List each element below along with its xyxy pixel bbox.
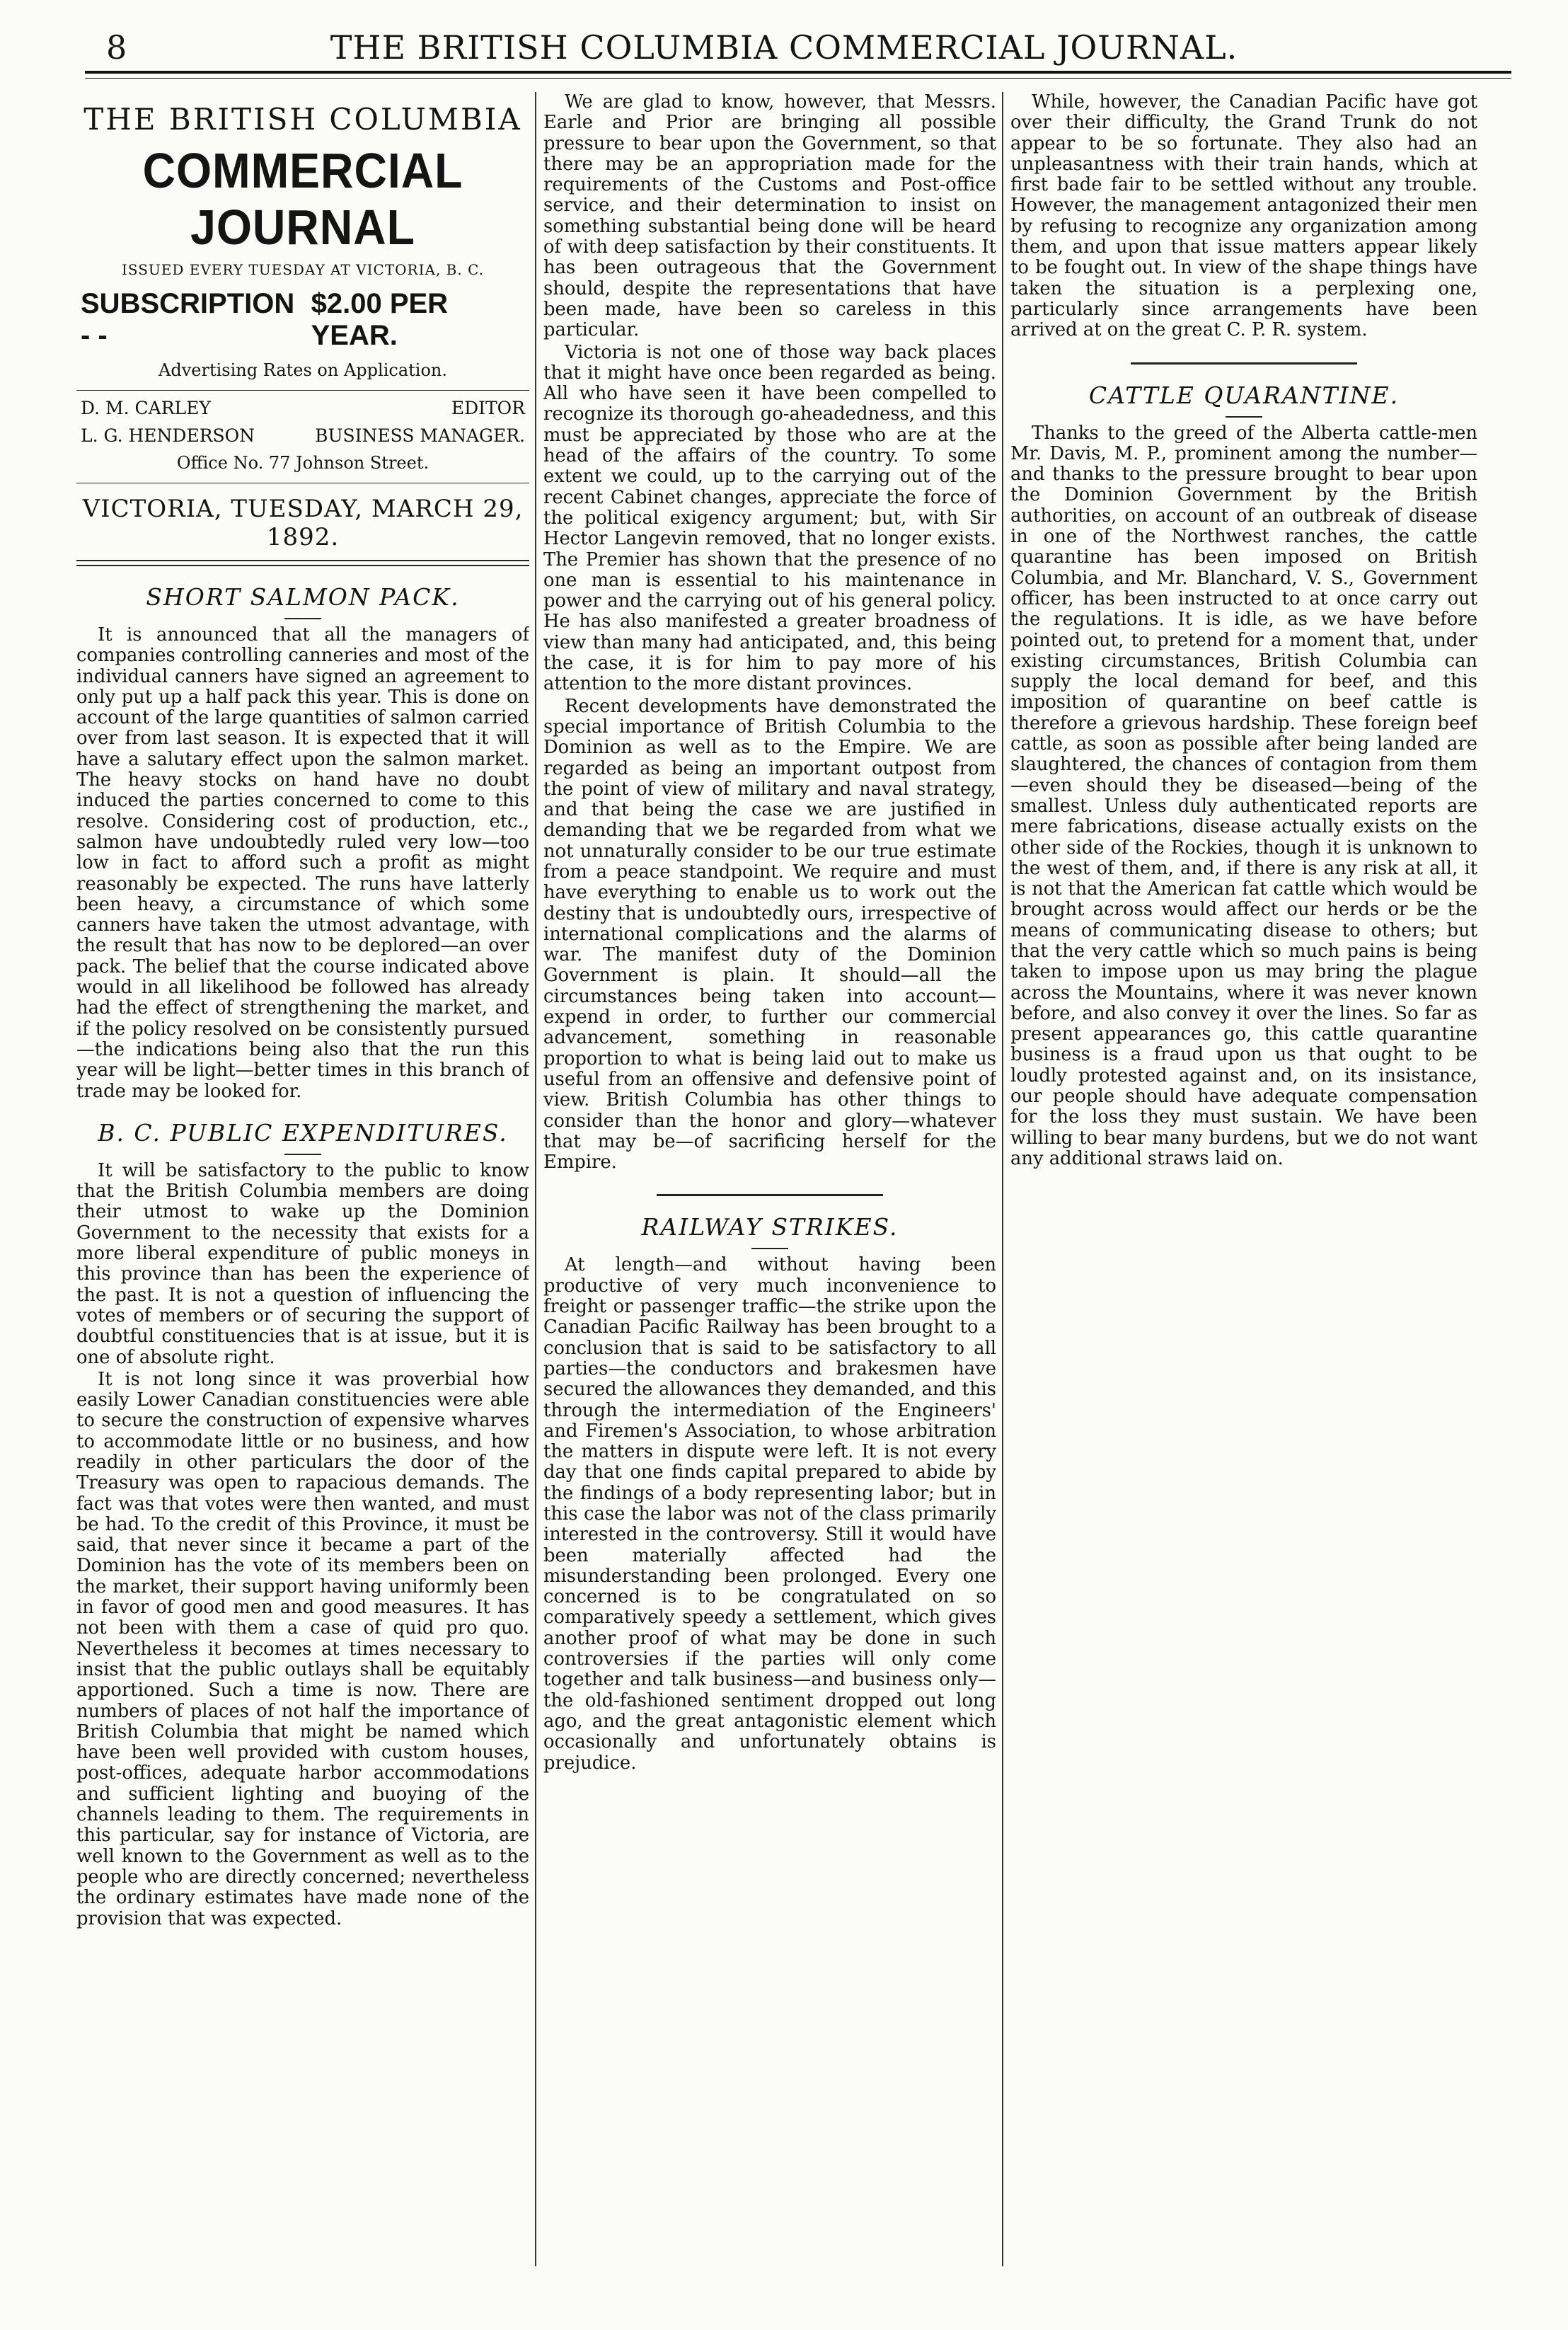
article-paragraph: We are glad to know, however, that Messrs. Earle and Prior are bringing all possible pressure to bear upon the Government, so that there may be an appropriation made for the requirements of the Customs and Post-office service, and their determination to insist on something substantial being done will be heard of with deep satisfaction by their constituents. It has been outrageous that the Government should, despite the representations that have been made, have been so careless in this particular. [543,92,996,341]
masthead [76,102,529,566]
article-title-salmon: SHORT SALMON PACK. [146,583,460,611]
masthead-rule [76,390,529,391]
header-rule [85,71,1511,74]
title-dash [751,1248,788,1249]
running-title: THE BRITISH COLUMBIA COMMERCIAL JOURNAL. [330,28,1238,67]
masthead-journal-name: COMMERCIAL JOURNAL [142,143,463,255]
article-paragraph: At length—and without having been productive of very much inconvenience to freight or passenger traffic—the strike upon the Canadian Pacific Railway has been brought to a conclusion that is said to be satisfactory to all parties—the conductors and brakesmen have secured the allowances they demanded, and this through the intermediation of the Engineers' and Firemen's Association, to whose arbitration the matters in dispute were left. It is not every day that one finds capital prepared to abide by the findings of a body representing labor; but in this case the labor was not of the class primarily interested in the controversy. Still it would have been materially affected had the misunderstanding been prolonged. Every one concerned is to be congratulated on so comparatively speedy a settlement, which gives another proof of what may be done in such controversies if the parties will only come together and talk business—and business only—the old-fashioned sentiment dropped out long ago, and the great antagonistic element which occasionally and unfortunately obtains is prejudice. [543,1254,996,1774]
title-dash [284,1154,321,1155]
column-divider [1002,92,1003,2266]
article-title-cattle: CATTLE QUARANTINE. [1088,381,1400,409]
masthead-paper-name: THE BRITISH COLUMBIA [83,102,522,137]
title-dash [1226,416,1262,418]
editor-role: EDITOR [451,398,525,418]
office-address: Office No. 77 Johnson Street. [176,453,430,473]
column-2 [543,92,996,2288]
manager-name: L. G. HENDERSON [81,425,255,446]
editor-name: D. M. CARLEY [81,398,211,418]
subscription-line [81,288,525,352]
header-rule-thin [85,78,1511,79]
subscription-label: SUBSCRIPTION - - [81,288,295,351]
manager-line [81,425,525,446]
article-paragraph: Thanks to the greed of the Alberta cattle-men Mr. Davis, M. P., prominent among the number—and thanks to the pressure brought to bear upon the Dominion Government by the British authorities, on account of an outbreak of disease in one of the Northwest ranches, the cattle quarantine has been imposed on British Columbia, and Mr. Blanchard, V. S., Government officer, has been instructed to at once carry out the regulations. It is idle, as we have before pointed out, to pretend for a moment that, under existing circumstances, British Columbia can supply the local demand for beef, and this imposition of quarantine on beef cattle is therefore a grievous hardship. These foreign beef cattle, as soon as possible after being landed are slaughtered, the chances of contagion from them—even should they be diseased—being of the smallest. Unless duly authenticated reports are mere fabrications, disease actually exists on the other side of the Rockies, though it is unknown to the west of them, and, if there is any risk at all, it is not that the American fat cattle which would be brought across would affect our herds or be the means of communicating disease to others; but that the very cattle which so much pains is being taken to impose upon us may bring the plague across the Mountains, where it was never known before, and also convey it over the lines. So far as present appearances go, this cattle quarantine business is a fraud upon us that ought to be loudly protested against and, on its insistance, our people should have adequate compensation for the loss they must sustain. We have been willing to bear many burdens, but we do not want any additional straws laid on. [1010,422,1477,1169]
column-3 [1010,92,1477,2288]
manager-role: BUSINESS MANAGER. [315,425,525,446]
section-rule [657,1194,883,1196]
column-1 [76,92,529,2288]
column-divider [535,92,536,2266]
masthead-issued: ISSUED EVERY TUESDAY AT VICTORIA, B. C. [121,261,485,278]
article-paragraph: While, however, the Canadian Pacific have got over their difficulty, the Grand Trunk do not appear to be so fortunate. They also had an unpleasantness with their train hands, which at first bade fair to be settled without any trouble. However, the management antagonized their men by refusing to recognize any organization among them, and upon that issue matters appear likely to be fought out. In view of the shape things have taken the situation is a perplexing one, particularly since arrangements have been arrived at on the great C. P. R. system. [1010,92,1477,341]
article-title-railway: RAILWAY STRIKES. [641,1213,899,1241]
article-paragraph: Victoria is not one of those way back places that it might have once been regarded as being. All who have seen it have been compelled to recognize its thorough go-aheadedness, and this must be appreciated by those who are at the head of the affairs of the country. To some extent we could, up to the carrying out of the recent Cabinet changes, appreciate the force of the political exigency argument; but, with Sir Hector Langevin removed, that no longer exists. The Premier has shown that the presence of no one man is essential to his maintenance in power and the carrying out of his general policy. He has also manifested a greater broadness of view than many had anticipated, and, this being the case, it is for him to pay more of his attention to the more distant provinces. [543,341,996,695]
title-dash [284,618,321,619]
article-paragraph: Recent developments have demonstrated the special importance of British Columbia to the Dominion as well as to the Empire. We are regarded as being an important outpost from the point of view of military and naval strategy, and that being the case we are justified in demanding that we be regarded from what we not unnaturally consider to be our true estimate from a peace standpoint. We require and must have everything to enable us to work out the destiny that is undoubtedly ours, irrespective of international complications and the alarms of war. The manifest duty of the Dominion Government is plain. It should—all the circumstances being taken into account—expend in order, to further our commercial advancement, something in reasonable proportion to what is being laid out to make us useful from an offensive and defensive point of view. British Columbia has other things to consider than the honor and glory—whatever that may be—of sacrificing herself for the Empire. [543,695,996,1173]
masthead-double-rule [76,560,529,566]
editor-line [81,398,525,418]
advertising-note: Advertising Rates on Application. [158,360,447,380]
page-number: 8 [106,28,127,67]
article-paragraph: It will be satisfactory to the public to know that the British Columbia members are doing their utmost to wake up the Dominion Government to the necessity that exists for a more liberal expenditure of public moneys in this province than has been the experience of the past. It is not a question of influencing the votes of members or of securing the support of doubtful constituencies that is at issue, but it is one of absolute right. [76,1159,529,1368]
subscription-price: $2.00 PER YEAR. [311,288,449,351]
article-paragraph: It is not long since it was proverbial how easily Lower Canadian constituencies were able to secure the construction of expensive wharves to accommodate little or no business, and how readily in other particulars the door of the Treasury was open to rapacious demands. The fact was that votes were then wanted, and must be had. To the credit of this Province, it must be said, that never since it became a part of the Dominion has the vote of its members been on the market, their support having uniformly been in favor of good men and good measures. It has not been with them a case of quid pro quo. Nevertheless it becomes at times necessary to insist that the public outlays shall be equitably apportioned. Such a time is now. There are numbers of places of not half the importance of British Columbia that might be named which have been well provided with custom houses, post-offices, adequate harbor accommodations and sufficient lighting and buoying of the channels leading to them. The requirements in this particular, say for instance of Victoria, are well known to the Government as well as to the people who are directly concerned; nevertheless the ordinary estimates have made none of the provision that was expected. [76,1368,529,1929]
article-paragraph: It is announced that all the managers of companies controlling canneries and most of the individual canners have signed an agreement to only put up a half pack this year. This is done on account of the large quantities of salmon carried over from last season. It is expected that it will have a salutary effect upon the salmon market. The heavy stocks on hand have no doubt induced the parties concerned to come to this resolve. Considering cost of production, etc., salmon have undoubtedly ruled very low—too low in fact to afford such a profit as might reasonably be expected. The runs have latterly been heavy, a circumstance of which some canners have taken the utmost advantage, with the result that has now to be deplored—an over pack. The belief that the course indicated above would in all likelihood be followed has already had the effect of strengthening the market, and if the policy resolved on be consistently pursued—the indications being also that the run this year will be light—better times in this branch of trade may be looked for. [76,624,529,1102]
dateline: VICTORIA, TUESDAY, MARCH 29, 1892. [82,495,524,551]
article-title-expenditures: B. C. PUBLIC EXPENDITURES. [98,1118,508,1147]
running-head [85,25,1483,71]
section-rule [1131,362,1357,365]
